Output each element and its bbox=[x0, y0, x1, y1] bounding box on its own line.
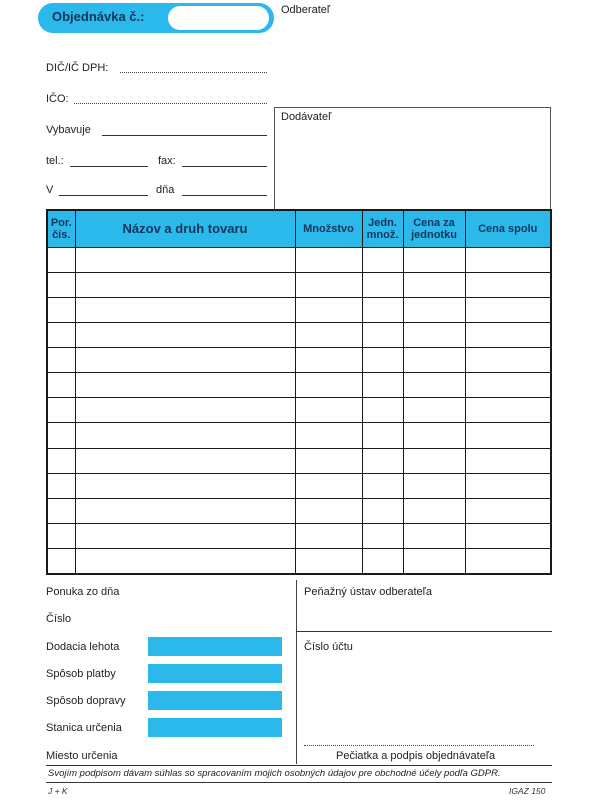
table-cell[interactable] bbox=[75, 423, 295, 448]
footer-rule-2 bbox=[46, 782, 552, 783]
col-unit-header: Jedn. množ. bbox=[362, 210, 403, 248]
date-field[interactable] bbox=[182, 195, 267, 196]
table-cell[interactable] bbox=[47, 373, 75, 398]
table-cell[interactable] bbox=[403, 423, 465, 448]
table-cell[interactable] bbox=[362, 498, 403, 523]
table-row bbox=[47, 523, 551, 548]
delivery-deadline-label: Dodacia lehota bbox=[46, 641, 120, 653]
table-cell[interactable] bbox=[47, 348, 75, 373]
table-cell[interactable] bbox=[295, 273, 362, 298]
table-header-row bbox=[47, 210, 551, 248]
table-row bbox=[47, 498, 551, 523]
fax-label: fax: bbox=[158, 155, 176, 167]
stamp-label: Pečiatka a podpis objednávateľa bbox=[336, 750, 496, 762]
table-cell[interactable] bbox=[465, 398, 551, 423]
table-cell[interactable] bbox=[75, 348, 295, 373]
col-unit-price-header: Cena za jednotku bbox=[403, 210, 465, 248]
col-position-header: Por. čís. bbox=[47, 210, 75, 248]
table-cell[interactable] bbox=[47, 323, 75, 348]
table-cell[interactable] bbox=[362, 298, 403, 323]
table-cell[interactable] bbox=[362, 323, 403, 348]
table-row bbox=[47, 473, 551, 498]
table-cell[interactable] bbox=[75, 498, 295, 523]
table-cell[interactable] bbox=[47, 448, 75, 473]
buyer-label: Odberateľ bbox=[281, 4, 331, 16]
place-field[interactable] bbox=[59, 195, 148, 196]
table-cell[interactable] bbox=[362, 273, 403, 298]
table-cell[interactable] bbox=[403, 498, 465, 523]
table-cell[interactable] bbox=[47, 473, 75, 498]
footer-rule bbox=[46, 765, 552, 766]
table-cell[interactable] bbox=[465, 348, 551, 373]
table-cell[interactable] bbox=[75, 548, 295, 574]
offer-date-label: Ponuka zo dňa bbox=[46, 586, 120, 598]
tel-label: tel.: bbox=[46, 155, 64, 167]
destination-place-label: Miesto určenia bbox=[46, 750, 118, 762]
order-title: Objednávka č.: bbox=[52, 9, 145, 24]
bank-label: Peňažný ústav odberateľa bbox=[304, 586, 432, 598]
table-cell[interactable] bbox=[295, 398, 362, 423]
table-cell[interactable] bbox=[403, 248, 465, 273]
table-cell[interactable] bbox=[403, 548, 465, 574]
date-label: dňa bbox=[156, 184, 175, 196]
table-cell[interactable] bbox=[403, 273, 465, 298]
table-cell[interactable] bbox=[362, 398, 403, 423]
bank-field[interactable] bbox=[296, 631, 552, 632]
form-code: IGAZ 150 bbox=[509, 786, 546, 796]
ico-label: IČO: bbox=[46, 93, 69, 105]
destination-station-label: Stanica určenia bbox=[46, 722, 122, 734]
table-cell[interactable] bbox=[465, 498, 551, 523]
table-row bbox=[47, 373, 551, 398]
table-cell[interactable] bbox=[403, 523, 465, 548]
handled-by-label: Vybavuje bbox=[46, 124, 91, 136]
table-cell[interactable] bbox=[403, 398, 465, 423]
table-cell[interactable] bbox=[295, 373, 362, 398]
delivery-deadline-field[interactable] bbox=[148, 637, 282, 656]
table-cell[interactable] bbox=[362, 373, 403, 398]
table-cell[interactable] bbox=[295, 298, 362, 323]
table-cell[interactable] bbox=[465, 323, 551, 348]
table-cell[interactable] bbox=[403, 473, 465, 498]
handled-by-field[interactable] bbox=[102, 135, 267, 136]
table-cell[interactable] bbox=[75, 323, 295, 348]
table-cell[interactable] bbox=[362, 423, 403, 448]
table-cell[interactable] bbox=[47, 548, 75, 574]
table-cell[interactable] bbox=[362, 448, 403, 473]
payment-method-field[interactable] bbox=[148, 664, 282, 683]
transport-method-label: Spôsob dopravy bbox=[46, 695, 126, 707]
col-quantity-header: Množstvo bbox=[295, 210, 362, 248]
signature-line[interactable] bbox=[304, 745, 534, 746]
table-cell[interactable] bbox=[47, 298, 75, 323]
table-cell[interactable] bbox=[75, 273, 295, 298]
table-row bbox=[47, 448, 551, 473]
table-cell[interactable] bbox=[47, 423, 75, 448]
table-cell[interactable] bbox=[295, 423, 362, 448]
table-row bbox=[47, 323, 551, 348]
table-cell[interactable] bbox=[295, 548, 362, 574]
table-cell[interactable] bbox=[403, 448, 465, 473]
destination-station-field[interactable] bbox=[148, 718, 282, 737]
table-row bbox=[47, 548, 551, 574]
table-cell[interactable] bbox=[465, 273, 551, 298]
table-cell[interactable] bbox=[403, 373, 465, 398]
col-total-price-header: Cena spolu bbox=[465, 210, 551, 248]
account-label: Číslo účtu bbox=[304, 641, 353, 653]
table-cell[interactable] bbox=[295, 523, 362, 548]
publisher-mark: J + K bbox=[48, 786, 68, 796]
table-row bbox=[47, 273, 551, 298]
table-cell[interactable] bbox=[465, 248, 551, 273]
dic-label: DIČ/IČ DPH: bbox=[46, 62, 109, 74]
dic-field[interactable] bbox=[120, 72, 267, 73]
table-cell[interactable] bbox=[403, 348, 465, 373]
order-number-field[interactable] bbox=[168, 6, 269, 30]
table-cell[interactable] bbox=[362, 523, 403, 548]
table-cell[interactable] bbox=[295, 248, 362, 273]
table-row bbox=[47, 398, 551, 423]
table-cell[interactable] bbox=[295, 323, 362, 348]
table-cell[interactable] bbox=[465, 448, 551, 473]
table-cell[interactable] bbox=[75, 248, 295, 273]
table-cell[interactable] bbox=[75, 448, 295, 473]
table-cell[interactable] bbox=[403, 323, 465, 348]
table-cell[interactable] bbox=[465, 373, 551, 398]
table-cell[interactable] bbox=[75, 473, 295, 498]
payment-method-label: Spôsob platby bbox=[46, 668, 116, 680]
table-cell[interactable] bbox=[47, 273, 75, 298]
bottom-divider bbox=[296, 580, 297, 764]
supplier-label: Dodávateľ bbox=[281, 111, 332, 123]
table-cell[interactable] bbox=[47, 498, 75, 523]
col-item-name-header: Názov a druh tovaru bbox=[75, 210, 295, 248]
table-cell[interactable] bbox=[362, 348, 403, 373]
tel-field[interactable] bbox=[70, 166, 148, 167]
table-row bbox=[47, 248, 551, 273]
table-row bbox=[47, 423, 551, 448]
place-label: V bbox=[46, 184, 54, 196]
ico-field[interactable] bbox=[74, 103, 267, 104]
table-cell[interactable] bbox=[362, 548, 403, 574]
table-cell[interactable] bbox=[465, 473, 551, 498]
table-row bbox=[47, 298, 551, 323]
table-cell[interactable] bbox=[465, 548, 551, 574]
table-cell[interactable] bbox=[362, 473, 403, 498]
table-cell[interactable] bbox=[465, 523, 551, 548]
table-cell[interactable] bbox=[75, 523, 295, 548]
items-table bbox=[46, 209, 552, 575]
table-cell[interactable] bbox=[465, 298, 551, 323]
table-cell[interactable] bbox=[295, 473, 362, 498]
table-cell[interactable] bbox=[47, 523, 75, 548]
table-cell[interactable] bbox=[295, 448, 362, 473]
table-cell[interactable] bbox=[362, 248, 403, 273]
table-cell[interactable] bbox=[47, 248, 75, 273]
number-label: Číslo bbox=[46, 613, 72, 625]
transport-method-field[interactable] bbox=[148, 691, 282, 710]
table-cell[interactable] bbox=[295, 498, 362, 523]
table-cell[interactable] bbox=[75, 373, 295, 398]
table-cell[interactable] bbox=[47, 398, 75, 423]
table-cell[interactable] bbox=[75, 298, 295, 323]
table-row bbox=[47, 348, 551, 373]
gdpr-consent-text: Svojím podpisom dávam súhlas so spracovaním mojich osobných údajov pre obchodné účely podľa GDPR. bbox=[48, 768, 501, 779]
fax-field[interactable] bbox=[182, 166, 267, 167]
table-cell[interactable] bbox=[465, 423, 551, 448]
table-cell[interactable] bbox=[295, 348, 362, 373]
items-body bbox=[47, 248, 551, 575]
table-cell[interactable] bbox=[403, 298, 465, 323]
table-cell[interactable] bbox=[75, 398, 295, 423]
